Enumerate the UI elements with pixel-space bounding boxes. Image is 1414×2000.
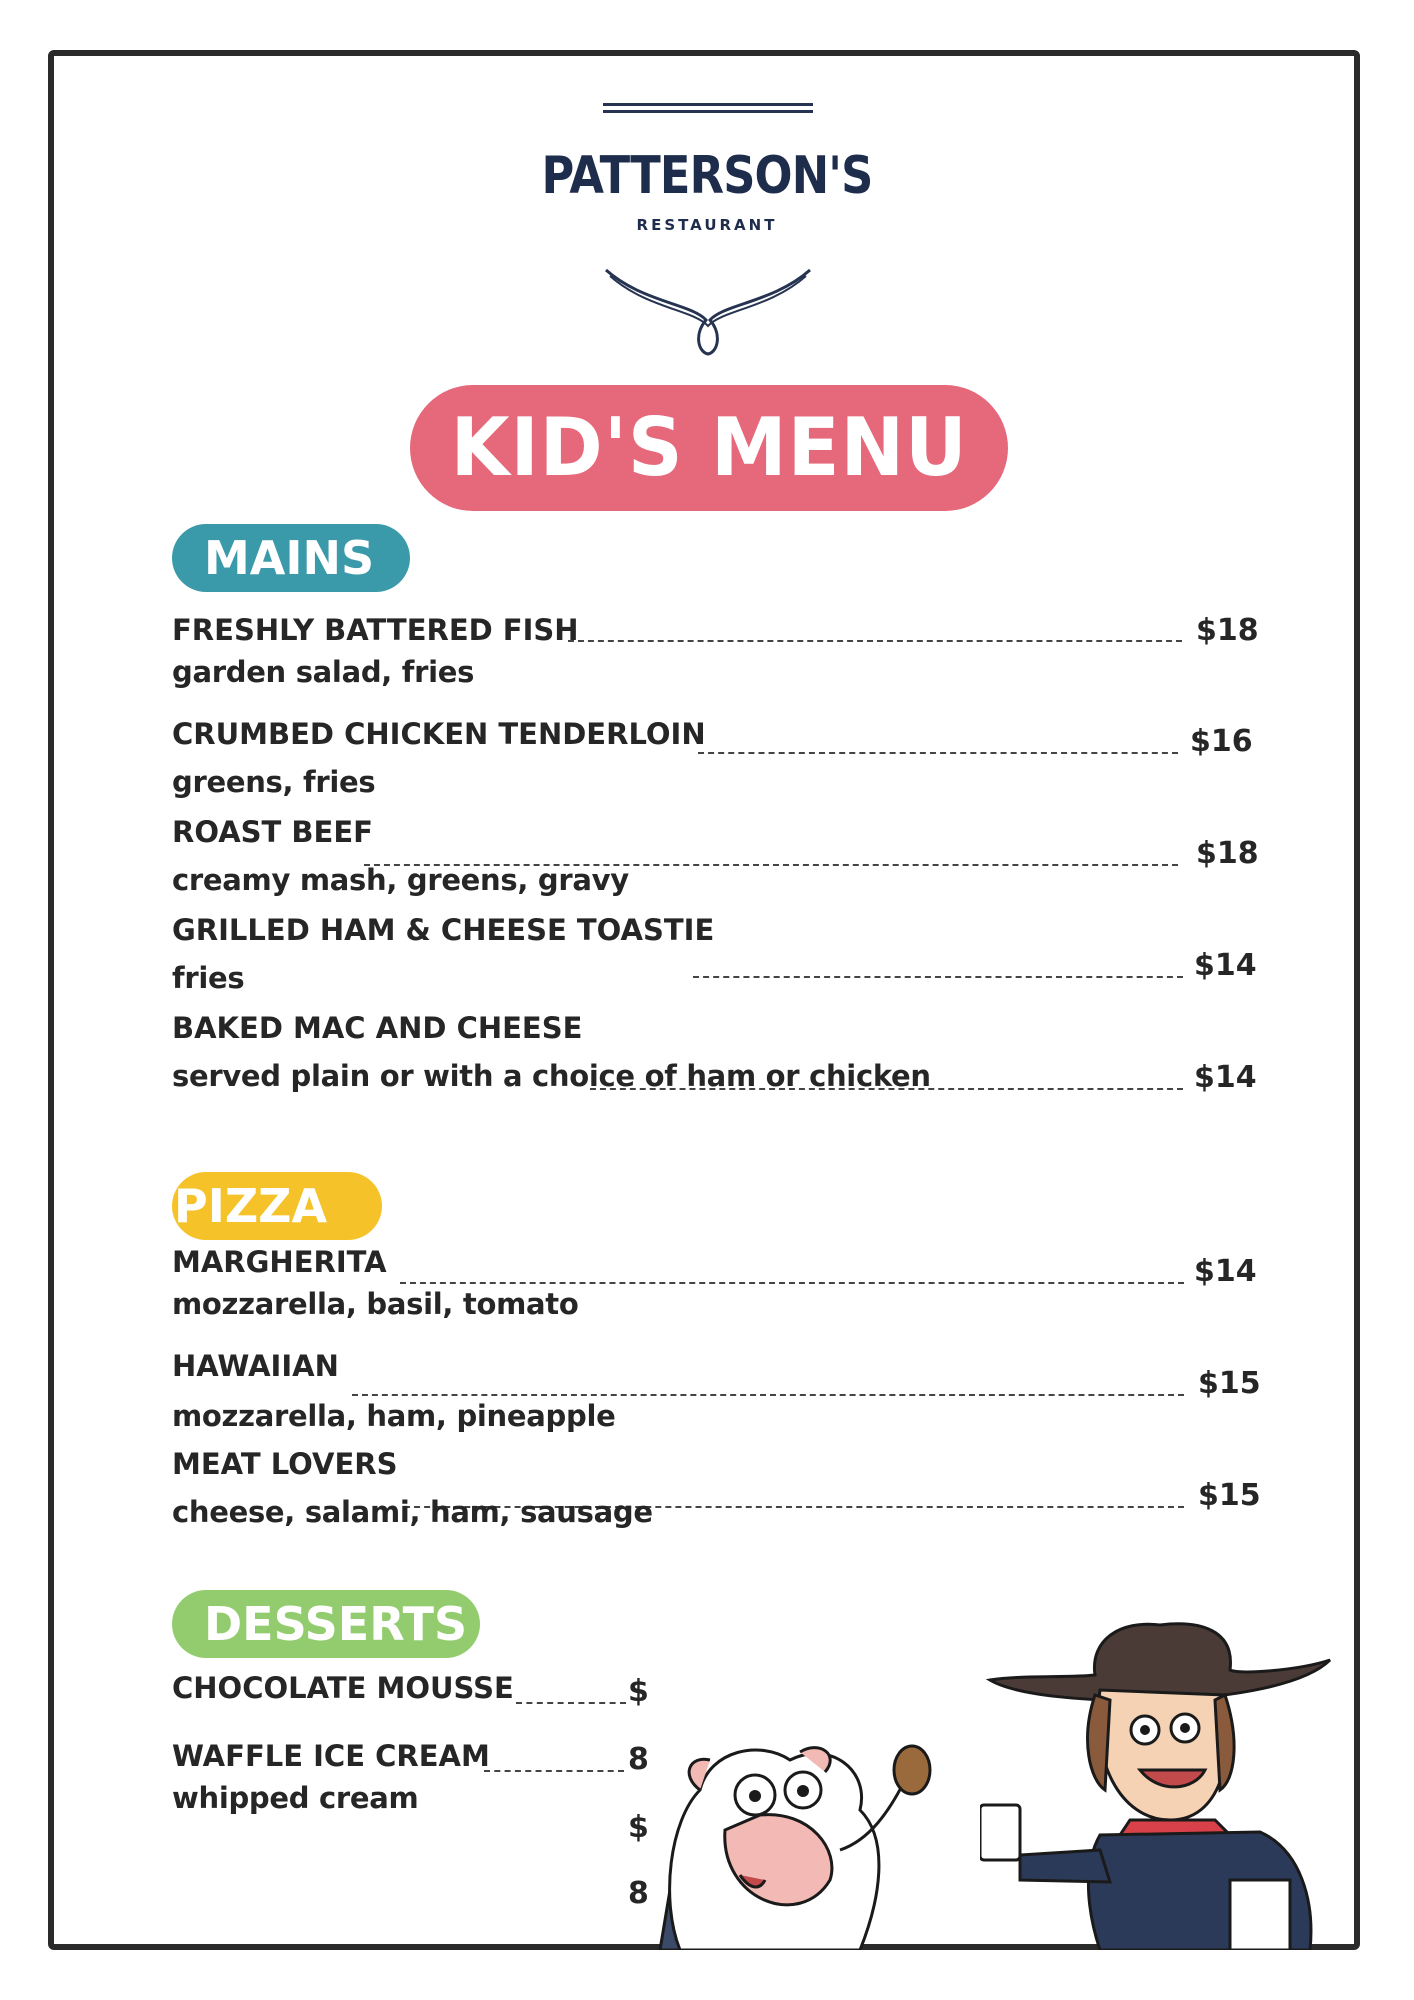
item-price: $15 — [1198, 1478, 1261, 1513]
stray-price: $ — [628, 1810, 649, 1845]
item-name: ROAST BEEF — [172, 815, 373, 849]
item-description: cheese, salami, ham, sausage — [172, 1495, 653, 1529]
item-description: greens, fries — [172, 765, 376, 799]
section-pizza — [172, 1172, 382, 1240]
item-name: HAWAIIAN — [172, 1349, 339, 1383]
stray-price: 8 — [628, 1876, 649, 1911]
section-desserts — [172, 1590, 480, 1658]
item-price: $ — [628, 1674, 649, 1709]
sheep-illustration-icon — [640, 1700, 940, 1950]
logo-ornament-icon — [602, 262, 814, 358]
item-name: MARGHERITA — [172, 1245, 387, 1279]
section-title-mains: MAINS — [204, 531, 375, 585]
item-name: CRUMBED CHICKEN TENDERLOIN — [172, 717, 706, 751]
dotted-leader — [516, 1702, 626, 1704]
dotted-leader — [698, 752, 1178, 754]
logo-top-line — [603, 103, 813, 106]
item-price: $18 — [1196, 836, 1259, 871]
item-description: mozzarella, ham, pineapple — [172, 1399, 616, 1433]
section-mains — [172, 524, 410, 592]
item-price: $14 — [1194, 1060, 1257, 1095]
logo-top-line-2 — [603, 110, 813, 113]
item-name: MEAT LOVERS — [172, 1447, 398, 1481]
item-description: whipped cream — [172, 1781, 419, 1815]
item-description: served plain or with a choice of ham or chicken — [172, 1059, 931, 1093]
item-name: GRILLED HAM & CHEESE TOASTIE — [172, 913, 715, 947]
dotted-leader — [693, 976, 1183, 978]
item-description: fries — [172, 961, 245, 995]
dotted-leader — [352, 1394, 1184, 1396]
item-name: WAFFLE ICE CREAM — [172, 1739, 490, 1773]
section-title-desserts: DESSERTS — [204, 1597, 468, 1651]
kids-menu-banner — [410, 385, 1008, 511]
item-price: $18 — [1196, 613, 1259, 648]
dotted-leader — [400, 1282, 1184, 1284]
item-description: mozzarella, basil, tomato — [172, 1287, 579, 1321]
item-price: $14 — [1194, 948, 1257, 983]
restaurant-name: PATTERSON'S — [541, 146, 873, 206]
item-name: FRESHLY BATTERED FISH — [172, 613, 579, 647]
section-title-pizza: PIZZA — [174, 1179, 328, 1233]
item-description: garden salad, fries — [172, 655, 475, 689]
item-price: 8 — [628, 1742, 649, 1777]
item-name: BAKED MAC AND CHEESE — [172, 1011, 583, 1045]
cowboy-illustration-icon — [980, 1620, 1340, 1950]
item-price: $15 — [1198, 1366, 1261, 1401]
item-price: $16 — [1190, 724, 1253, 759]
menu-title: KID'S MENU — [450, 401, 968, 494]
item-price: $14 — [1194, 1254, 1257, 1289]
dotted-leader — [568, 640, 1182, 642]
dotted-leader — [484, 1770, 624, 1772]
item-name: CHOCOLATE MOUSSE — [172, 1671, 514, 1705]
restaurant-subtitle: RESTAURANT — [636, 216, 778, 234]
item-description: creamy mash, greens, gravy — [172, 863, 629, 897]
